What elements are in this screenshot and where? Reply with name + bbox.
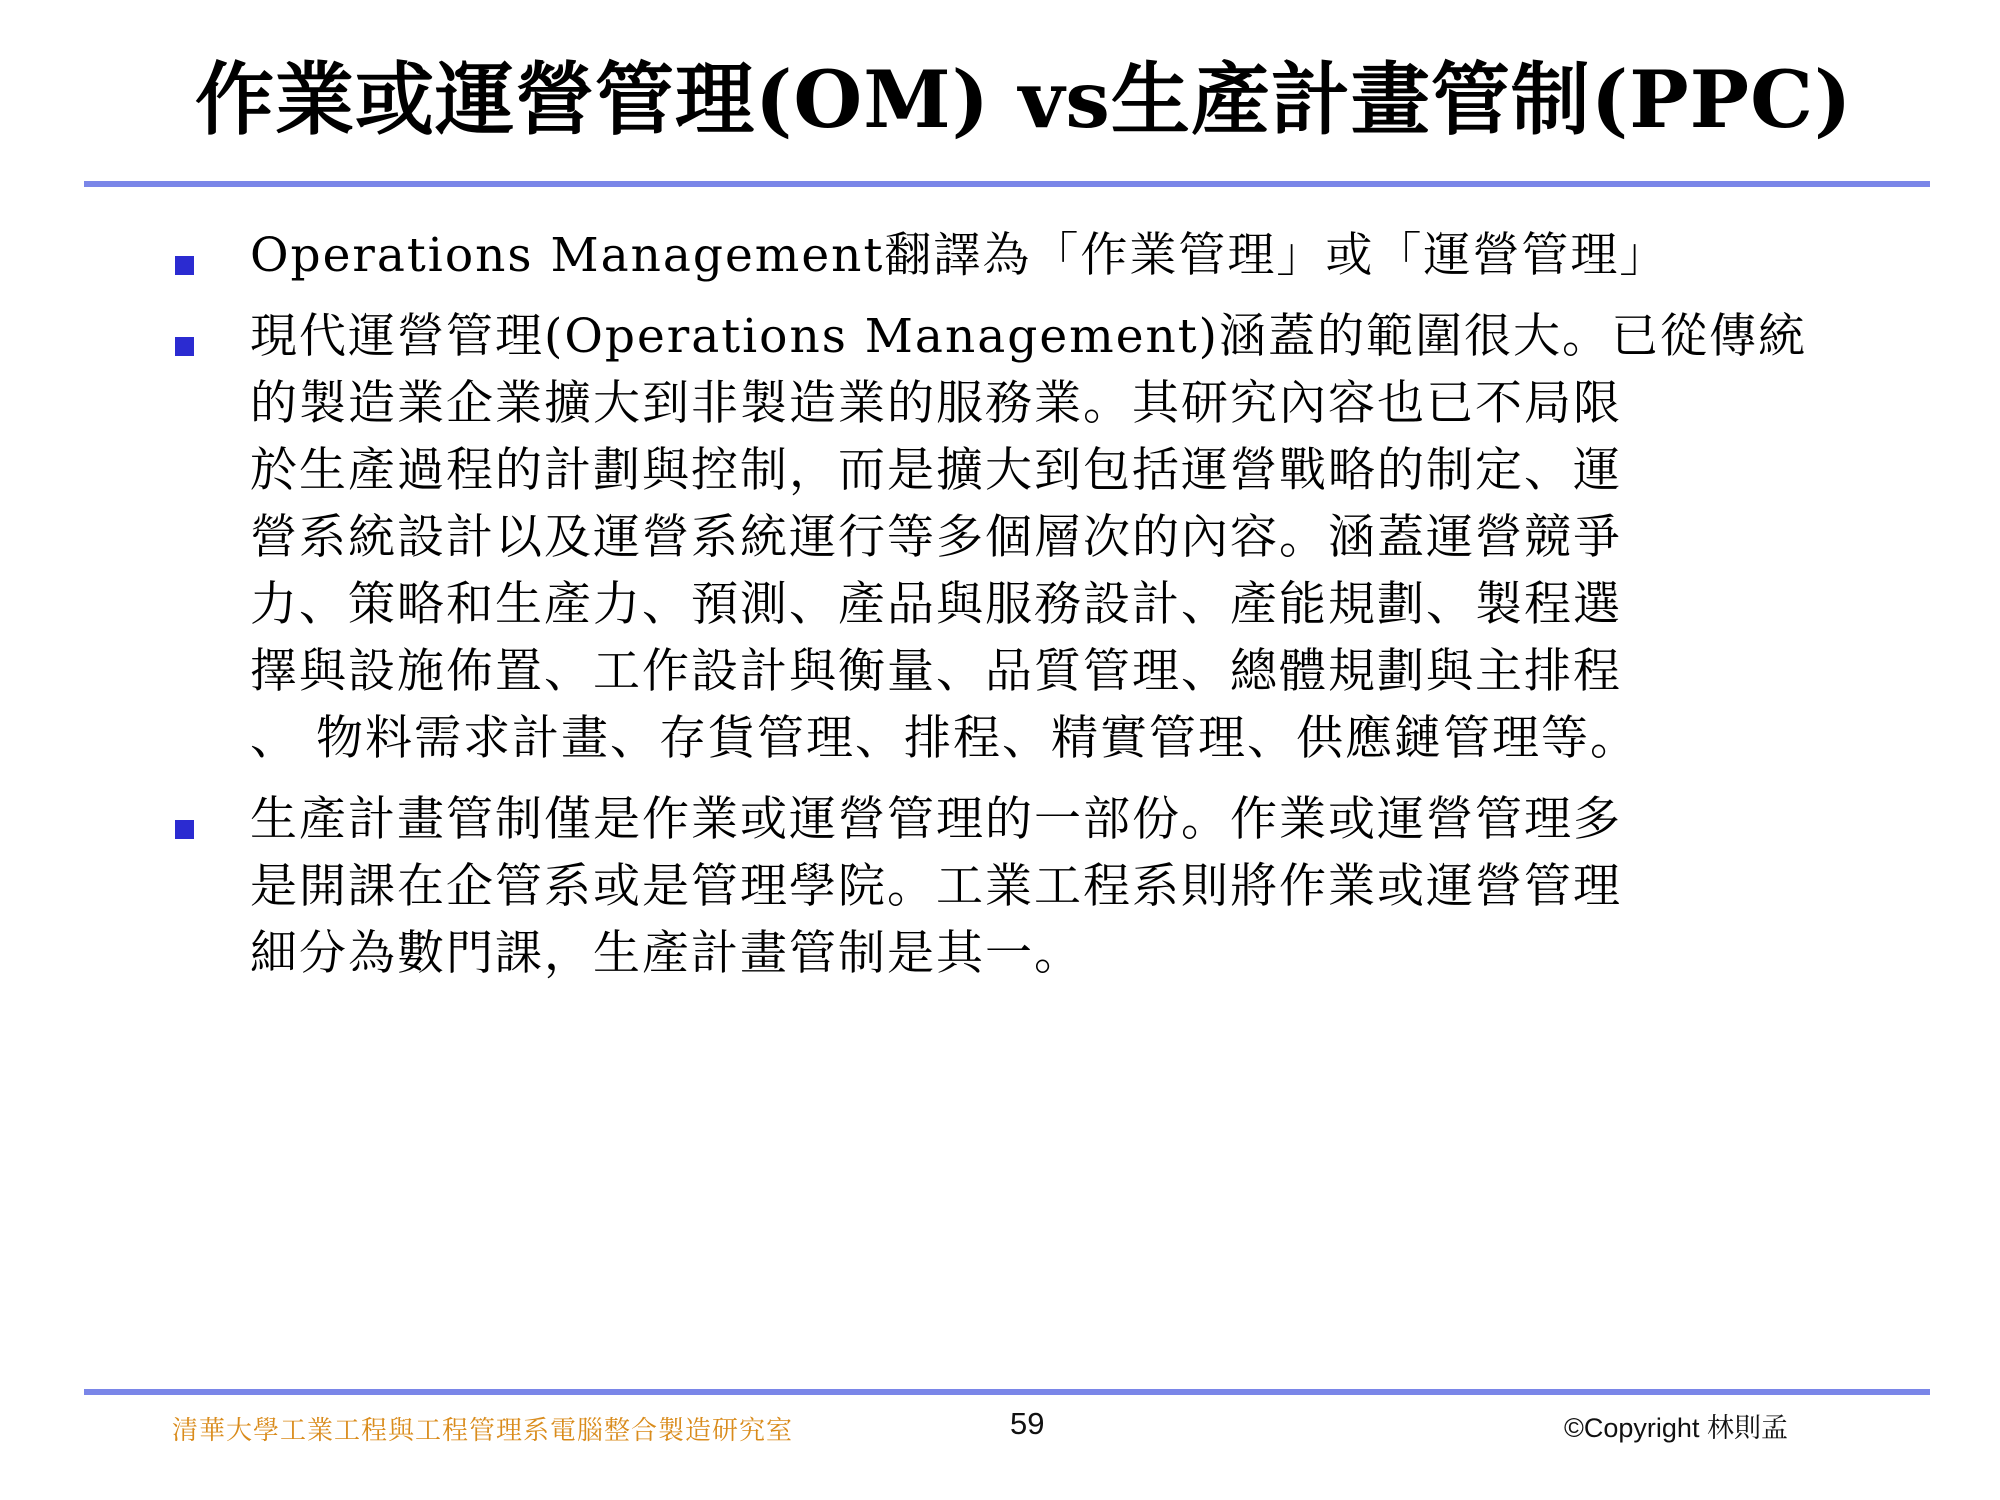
bullet-text-line: 營系統設計以及運營系統運行等多個層次的內容。涵蓋運營競爭 xyxy=(250,510,1622,565)
bullet-text-line: 生產計畫管制僅是作業或運營管理的一部份。作業或運營管理多 xyxy=(250,792,1622,847)
bullet-marker-icon xyxy=(175,337,194,356)
bullet-text-line: 細分為數門課，生產計畫管制是其一。 xyxy=(250,926,1083,981)
bullet-text-line: 、 物料需求計畫、存貨管理、排程、精實管理、供應鏈管理等。 xyxy=(250,711,1639,766)
bullet-text-line: 現代運營管理(Operations Management)涵蓋的範圍很大。已從傳統 xyxy=(250,309,1808,364)
bullet-item xyxy=(172,222,1892,289)
bullet-item xyxy=(172,786,1892,987)
copyright-notice: ©Copyright 林則孟 xyxy=(1564,1413,1788,1443)
bullet-text-line: 是開課在企管系或是管理學院。工業工程系則將作業或運營管理 xyxy=(250,859,1622,914)
slide-title: 作業或運營管理(OM) vs生產計畫管制(PPC) xyxy=(195,53,1853,146)
bullet-text-line: 於生產過程的計劃與控制，而是擴大到包括運營戰略的制定、運 xyxy=(250,443,1622,498)
title-divider xyxy=(84,181,1930,187)
bullet-item xyxy=(172,303,1892,772)
footer-divider xyxy=(84,1389,1930,1395)
bullet-marker-icon xyxy=(175,820,194,839)
bullet-list xyxy=(172,222,1892,1001)
bullet-text-line: 力、策略和生產力、預測、產品與服務設計、產能規劃、製程選 xyxy=(250,577,1622,632)
bullet-text-line: 的製造業企業擴大到非製造業的服務業。其研究內容也已不局限 xyxy=(250,376,1622,431)
bullet-text-line: Operations Management翻譯為「作業管理」或「運營管理」 xyxy=(250,228,1669,283)
page-number: 59 xyxy=(1010,1406,1045,1441)
bullet-text-line: 擇與設施佈置、工作設計與衡量、品質管理、總體規劃與主排程 xyxy=(250,644,1622,699)
bullet-marker-icon xyxy=(175,256,194,275)
footer-institution: 清華大學工業工程與工程管理系電腦整合製造研究室 xyxy=(172,1416,794,1446)
